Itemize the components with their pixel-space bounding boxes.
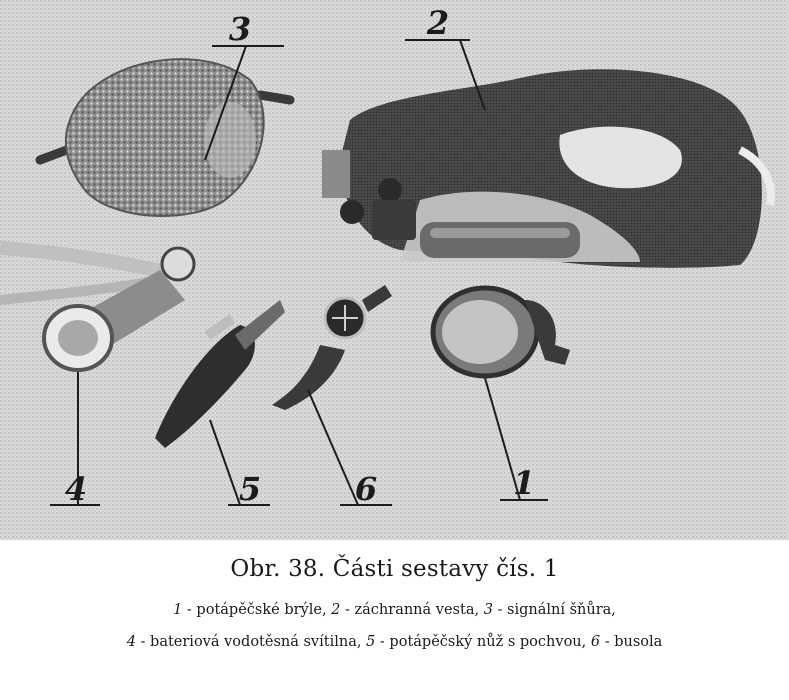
legend-number: 5: [366, 634, 376, 650]
callout-4: 4: [64, 470, 88, 508]
callout-2: 2: [426, 4, 450, 42]
legend-text: - záchranná vesta,: [340, 602, 484, 618]
legend-number: 1: [173, 602, 183, 618]
callout-1: 1: [512, 464, 536, 502]
callout-5: 5: [238, 470, 262, 508]
legend-number: 4: [126, 634, 136, 650]
figure-legend-line-2: [0, 634, 789, 650]
legend-number: 2: [331, 602, 341, 618]
legend-number: 6: [590, 634, 601, 650]
legend-text: - bateriová vodotěsná svítilna,: [135, 634, 367, 650]
legend-text: - potápěčské brýle,: [182, 602, 332, 618]
legend-text: - potápěčský nůž s pochvou,: [375, 634, 591, 650]
legend-text: - signální šňůra,: [492, 602, 616, 618]
callout-3: 3: [228, 10, 252, 48]
callout-6: 6: [354, 470, 378, 508]
legend-text: - busola: [600, 634, 663, 650]
legend-number: 3: [483, 602, 493, 618]
figure-caption-title: Obr. 38. Části sestavy čís. 1: [230, 556, 559, 582]
figure-legend-line-1: [0, 602, 789, 618]
